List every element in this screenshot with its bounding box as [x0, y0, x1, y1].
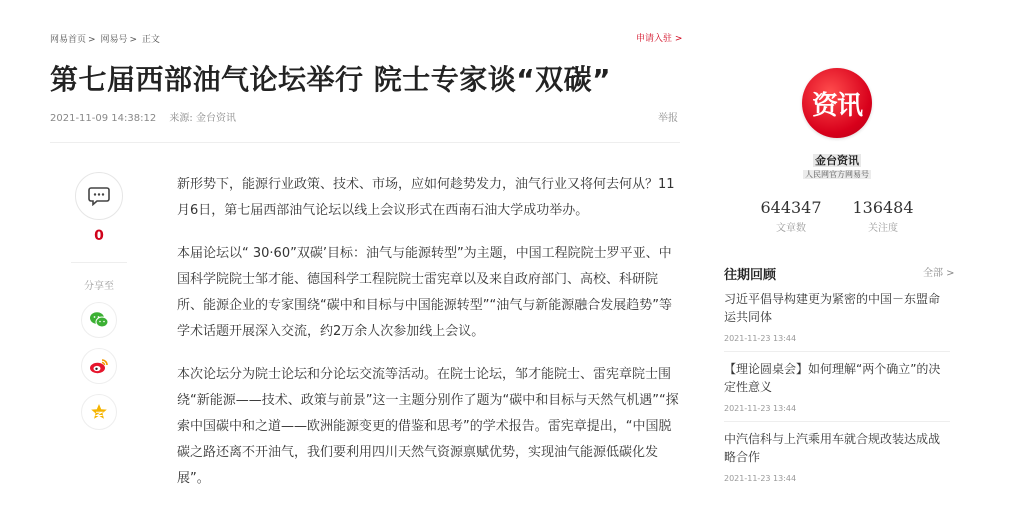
author-description: 人民网官方网易号 [805, 170, 869, 179]
articles-label: 文章数 [776, 223, 806, 234]
author-avatar[interactable] [802, 68, 872, 138]
past-item-title[interactable]: 中汽信科与上汽乘用车就合规改装达成战略合作 [724, 432, 941, 464]
page-title: 第七届西部油气论坛举行 院士专家谈“双碳” [50, 63, 612, 96]
list-item [724, 430, 950, 491]
share-label: 分享至 [84, 281, 114, 292]
view-all-link[interactable]: 全部 > [923, 268, 955, 279]
comment-icon [88, 186, 110, 206]
followers-count: 136484 [852, 198, 914, 217]
apply-join-link[interactable]: 申请入驻 > [636, 34, 683, 44]
past-item-date: 2021-11-23 13:44 [724, 334, 797, 343]
author-name[interactable]: 金台资讯 [815, 154, 859, 167]
share-wechat-button[interactable] [81, 302, 117, 338]
wechat-icon [89, 311, 109, 329]
comment-count[interactable]: 0 [94, 228, 104, 244]
breadcrumb-current: 正文 [141, 35, 160, 45]
past-item-title[interactable]: 【理论圆桌会】如何理解“两个确立”的决定性意义 [724, 362, 941, 394]
article-paragraph: 本届论坛以“ 30·60”双碳’目标：油气与能源转型”为主题，中国工程院院士罗平亚、中国科学院院士邹才能、德国科学工程院院士雷宪章以及来自政府部门、高校、科研院所、能源企业的专家围绕“碳中和目标与中国能源转型”“油气与新能源融合发展趋势”等学术话题开展深入交流，约2万余人次参加线上会议。 [177, 246, 672, 339]
breadcrumb-separator: > [129, 35, 137, 45]
weibo-icon [89, 357, 109, 375]
breadcrumb-home-link[interactable]: 网易首页 [50, 35, 87, 45]
past-item-date: 2021-11-23 13:44 [724, 404, 797, 413]
article-paragraph: 本次论坛分为院士论坛和分论坛交流等活动。在院士论坛，邹才能院士、雷宪章院士围绕“新能源——技术、政策与前景”这一主题分别作了题为“碳中和目标与天然气机遇”“探索中国碳中和之道——欧洲能源变更的借鉴和思考”的学术报告。雷宪章提出，“中国脱碳之路还离不开油气，我们要利用四川天然气资源禀赋优势，实现油气能源低碳化发展”。 [177, 367, 679, 486]
followers-label: 关注度 [868, 223, 898, 234]
articles-count: 644347 [760, 198, 822, 217]
followers-stat [843, 198, 923, 234]
breadcrumb-netease-hao-link[interactable]: 网易号 [100, 35, 128, 45]
comment-button[interactable] [75, 172, 123, 220]
article-body [177, 172, 682, 505]
breadcrumb [50, 32, 162, 45]
qzone-star-icon [90, 403, 108, 421]
share-weibo-button[interactable] [81, 348, 117, 384]
past-review-heading: 往期回顾 [724, 268, 777, 283]
list-item [724, 290, 950, 352]
article-source[interactable]: 来源: 金台资讯 [169, 113, 236, 124]
past-item-date: 2021-11-23 13:44 [724, 474, 797, 483]
publish-datetime: 2021-11-09 14:38:12 [50, 113, 157, 124]
rail-divider [71, 262, 127, 263]
left-action-rail [75, 172, 123, 430]
articles-stat [751, 198, 831, 234]
article-meta [50, 109, 236, 124]
avatar-logo-text: 资讯 [811, 90, 862, 121]
header-divider [50, 142, 680, 143]
article-paragraph: 新形势下，能源行业政策、技术、市场，应如何趁势发力，油气行业又将何去何从？11月6日，第七届西部油气论坛以线上会议形式在西南石油大学成功举办。 [177, 177, 675, 218]
past-review-list [724, 290, 950, 499]
share-qzone-button[interactable] [81, 394, 117, 430]
breadcrumb-separator: > [88, 35, 96, 45]
past-item-title[interactable]: 习近平倡导构建更为紧密的中国－东盟命运共同体 [724, 292, 941, 324]
report-link[interactable]: 举报 [658, 113, 678, 124]
list-item [724, 360, 950, 422]
